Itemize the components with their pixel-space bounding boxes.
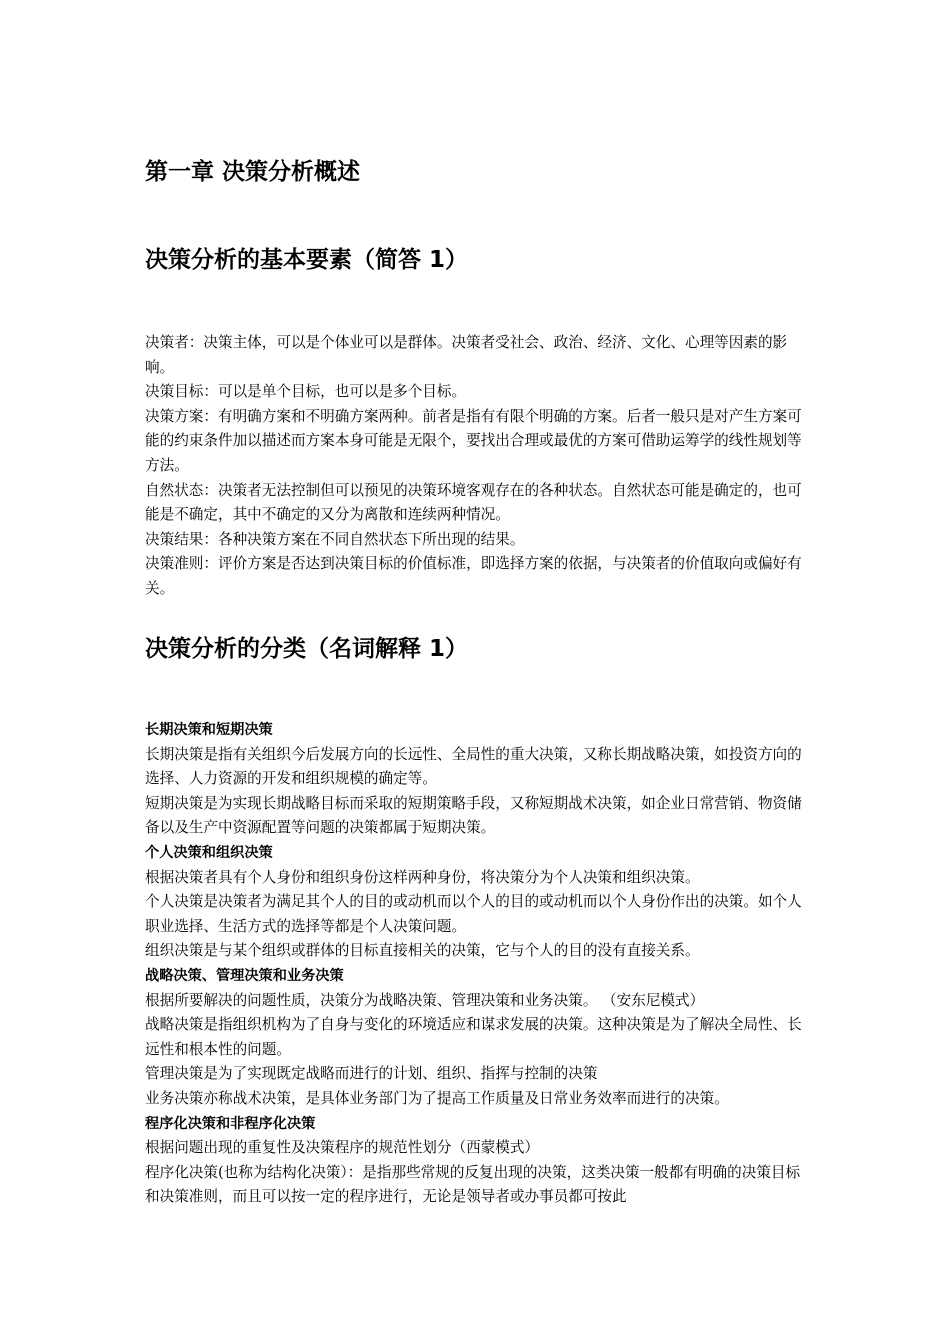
paragraph-decision-goal: 决策目标：可以是单个目标，也可以是多个目标。 [145,383,467,401]
paragraph-decision-result: 决策结果：各种决策方案在不同自然状态下所出现的结果。 [145,530,525,548]
paragraph-natural-state: 自然状态：决策者无法控制但可以预见的决策环境客观存在的各种状态。自然状态可能是确定的，也可能是不确定，其中不确定的又分为离散和连续两种情况。 [145,481,802,524]
paragraph-decision-maker: 决策者：决策主体，可以是个体业可以是群体。决策者受社会、政治、经济、文化、心理等因素的影响。 [145,334,788,376]
paragraph: 战略决策是指组织机构为了自身与变化的环境适应和谋求发展的决策。这种决策是为了解决全局性、长远性和根本性的问题。 [145,1016,802,1058]
paragraph-decision-plan: 决策方案：有明确方案和不明确方案两种。前者是指有有限个明确的方案。后者一般只是对产生方案可能的约束条件加以描述而方案本身可能是无限个，要找出合理或最优的方案可借助运筹学的线性规划等方法。 [145,407,802,474]
paragraph: 长期决策是指有关组织今后发展方向的长远性、全局性的重大决策，又称长期战略决策，如投资方向的选择、人力资源的开发和组织规模的确定等。 [145,745,802,788]
paragraph: 短期决策是为实现长期战略目标而采取的短期策略手段，又称短期战术决策，如企业日常营销、物资储备以及生产中资源配置等问题的决策都属于短期决策。 [145,794,802,837]
paragraph: 组织决策是与某个组织或群体的目标直接相关的决策，它与个人的目的没有直接关系。 [145,942,700,960]
paragraph: 业务决策亦称战术决策，是具体业务部门为了提高工作质量及日常业务效率而进行的决策。 [145,1089,729,1107]
paragraph: 根据问题出现的重复性及决策程序的规范性划分（西蒙模式） [145,1139,540,1157]
chapter-title: 第一章 决策分析概述 [145,159,361,185]
section-title-basic-elements: 决策分析的基本要素（简答 1） [145,247,469,273]
subheading-individual-organizational: 个人决策和组织决策 [145,844,273,861]
subheading-programmed-nonprogrammed: 程序化决策和非程序化决策 [145,1115,316,1132]
paragraph: 根据决策者具有个人身份和组织身份这样两种身份，将决策分为个人决策和组织决策。 [145,868,700,886]
subheading-long-short-term: 长期决策和短期决策 [145,722,273,738]
classification-body [145,718,810,1210]
subheading-strategic-management-business: 战略决策、管理决策和业务决策 [145,967,344,984]
paragraph: 根据所要解决的问题性质，决策分为战略决策、管理决策和业务决策。 （安东尼模式） [145,991,705,1009]
paragraph: 个人决策是决策者为满足其个人的目的或动机而以个人的目的或动机而以个人身份作出的决策。如个人职业选择、生活方式的选择等都是个人决策问题。 [145,893,802,935]
paragraph: 管理决策是为了实现既定战略而进行的计划、组织、指挥与控制的决策 [145,1065,598,1083]
basic-elements-body [145,331,810,602]
section-title-classification: 决策分析的分类（名词解释 1） [145,636,469,662]
paragraph-decision-criterion: 决策准则：评价方案是否达到决策目标的价值标准，即选择方案的依据，与决策者的价值取向或偏好有关。 [145,555,802,597]
paragraph: 程序化决策(也称为结构化决策）：是指那些常规的反复出现的决策，这类决策一般都有明确的决策目标和决策准则，而且可以按一定的程序进行，无论是领导者或办事员都可按此 [145,1163,801,1206]
